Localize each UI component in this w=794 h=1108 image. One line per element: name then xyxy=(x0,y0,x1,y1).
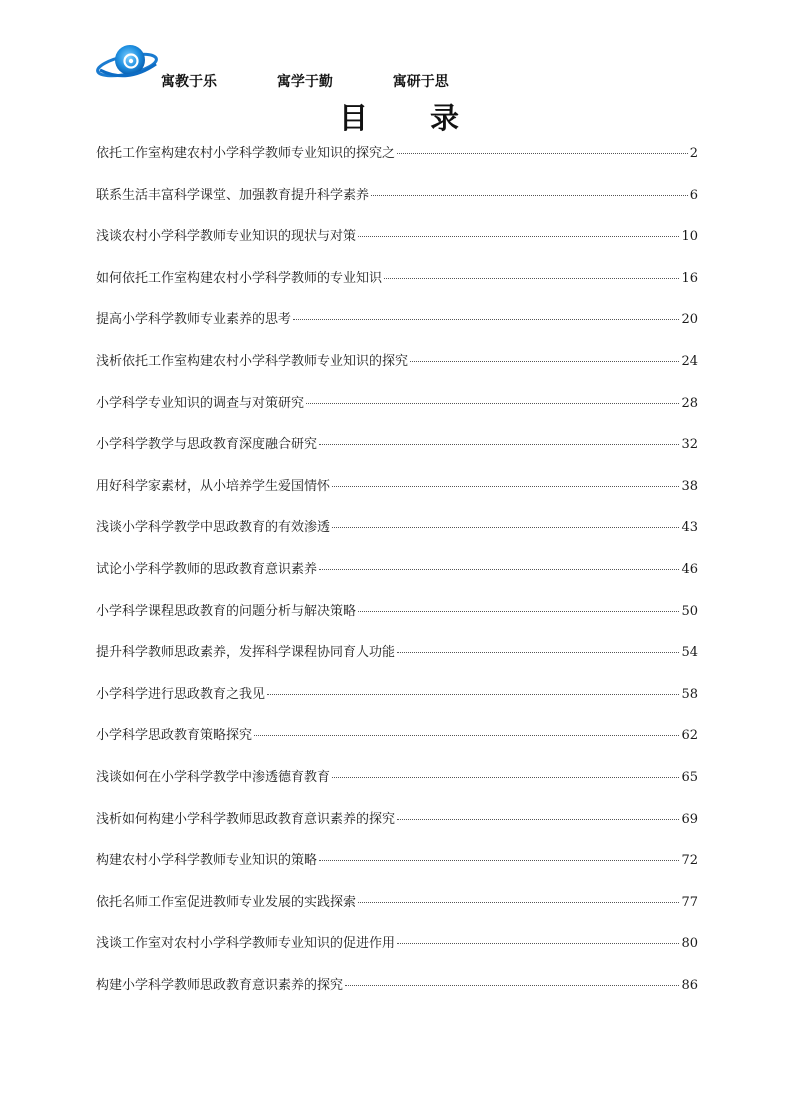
toc-entry-title: 小学科学思政教育策略探究 xyxy=(96,728,253,744)
toc-leader-dots xyxy=(267,694,679,695)
toc-entry[interactable] xyxy=(96,935,698,977)
toc-entry[interactable] xyxy=(96,187,698,229)
toc-entry-page: 65 xyxy=(681,769,698,785)
toc-entry[interactable] xyxy=(96,603,698,645)
toc-entry-title: 依托名师工作室促进教师专业发展的实践探索 xyxy=(96,894,357,910)
toc-entry-title: 浅谈如何在小学科学教学中渗透德育教育 xyxy=(96,769,331,785)
toc-leader-dots xyxy=(397,943,679,944)
toc-entry-page: 20 xyxy=(681,312,698,328)
toc-leader-dots xyxy=(371,195,688,196)
toc-entry-page: 72 xyxy=(681,853,698,869)
toc-entry[interactable] xyxy=(96,270,698,312)
toc-leader-dots xyxy=(410,361,679,362)
toc-entry-title: 如何依托工作室构建农村小学科学教师的专业知识 xyxy=(96,270,383,286)
toc-entry-title: 浅析依托工作室构建农村小学科学教师专业知识的探究 xyxy=(96,353,409,369)
toc-leader-dots xyxy=(293,319,679,320)
toc-entry-page: 86 xyxy=(681,977,698,993)
toc-entry[interactable] xyxy=(96,977,698,1019)
toc-leader-dots xyxy=(397,153,688,154)
toc-entry-page: 2 xyxy=(689,146,698,161)
toc-entry-page: 62 xyxy=(681,728,698,744)
toc-entry-title: 小学科学课程思政教育的问题分析与解决策略 xyxy=(96,603,357,619)
toc-entry-page: 43 xyxy=(681,520,698,536)
toc-entry[interactable] xyxy=(96,852,698,894)
toc-leader-dots xyxy=(332,777,679,778)
toc-entry-title: 提高小学科学教师专业素养的思考 xyxy=(96,312,292,328)
toc-entry-page: 24 xyxy=(681,353,698,369)
toc-entry-page: 58 xyxy=(681,686,698,702)
toc-entry-title: 浅谈农村小学科学教师专业知识的现状与对策 xyxy=(96,229,357,245)
toc-leader-dots xyxy=(358,611,679,612)
motto-1: 寓教于乐 xyxy=(161,74,217,90)
toc-entry-title: 提升科学教师思政素养，发挥科学课程协同育人功能 xyxy=(96,645,396,661)
toc-entry-page: 69 xyxy=(681,811,698,827)
toc-entry[interactable] xyxy=(96,145,698,187)
toc-entry[interactable] xyxy=(96,644,698,686)
toc-leader-dots xyxy=(384,278,679,279)
toc-entry[interactable] xyxy=(96,811,698,853)
toc-entry[interactable] xyxy=(96,311,698,353)
toc-entry-title: 构建农村小学科学教师专业知识的策略 xyxy=(96,853,318,869)
toc-entry-page: 28 xyxy=(681,395,698,411)
toc-leader-dots xyxy=(332,486,679,487)
toc-leader-dots xyxy=(254,735,679,736)
toc-entry-title: 依托工作室构建农村小学科学教师专业知识的探究之 xyxy=(96,146,396,161)
toc-entry-page: 38 xyxy=(681,478,698,494)
toc-leader-dots xyxy=(397,819,679,820)
toc-entry[interactable] xyxy=(96,353,698,395)
toc-entry[interactable] xyxy=(96,727,698,769)
toc-entry[interactable] xyxy=(96,478,698,520)
toc-entry[interactable] xyxy=(96,894,698,936)
toc-entry-title: 小学科学专业知识的调查与对策研究 xyxy=(96,395,305,411)
toc-entry-title: 构建小学科学教师思政教育意识素养的探究 xyxy=(96,977,344,993)
toc-entry[interactable] xyxy=(96,686,698,728)
toc-leader-dots xyxy=(319,444,679,445)
toc-entry-title: 用好科学家素材，从小培养学生爱国情怀 xyxy=(96,478,331,494)
toc-entry-title: 浅谈小学科学教学中思政教育的有效渗透 xyxy=(96,520,331,536)
page-header xyxy=(95,40,695,100)
toc-entry-page: 50 xyxy=(681,603,698,619)
toc-entry[interactable] xyxy=(96,436,698,478)
header-mottos xyxy=(161,71,504,91)
toc-entry-page: 46 xyxy=(681,561,698,577)
toc-entry-title: 小学科学进行思政教育之我见 xyxy=(96,686,266,702)
motto-3: 寓研于思 xyxy=(392,74,449,90)
toc-entry-title: 小学科学教学与思政教育深度融合研究 xyxy=(96,437,318,453)
toc-entry-title: 联系生活丰富科学课堂、加强教育提升科学素养 xyxy=(96,187,370,203)
toc-entry-page: 6 xyxy=(689,187,698,203)
toc-entry-page: 54 xyxy=(681,645,698,661)
toc-entry[interactable] xyxy=(96,519,698,561)
toc-entry-page: 32 xyxy=(681,437,698,453)
toc-entry-page: 80 xyxy=(681,936,698,952)
toc-entry-page: 10 xyxy=(681,229,698,245)
toc-entry-title: 浅析如何构建小学科学教师思政教育意识素养的探究 xyxy=(96,811,396,827)
toc-leader-dots xyxy=(332,527,679,528)
toc-leader-dots xyxy=(358,236,679,237)
toc-leader-dots xyxy=(306,403,679,404)
toc-entry-page: 77 xyxy=(681,894,698,910)
page-title: 目录 xyxy=(338,101,521,135)
toc-leader-dots xyxy=(397,652,679,653)
motto-2: 寓学于勤 xyxy=(276,74,333,90)
toc-leader-dots xyxy=(319,569,679,570)
toc-entry[interactable] xyxy=(96,228,698,270)
logo-icon xyxy=(95,40,159,86)
toc-entry-page: 16 xyxy=(681,270,698,286)
toc-entry-title: 浅谈工作室对农村小学科学教师专业知识的促进作用 xyxy=(96,936,396,952)
toc-leader-dots xyxy=(319,860,679,861)
toc-entry[interactable] xyxy=(96,769,698,811)
toc-entry[interactable] xyxy=(96,561,698,603)
table-of-contents xyxy=(96,145,698,1018)
toc-entry[interactable] xyxy=(96,395,698,437)
toc-entry-title: 试论小学科学教师的思政教育意识素养 xyxy=(96,561,318,577)
toc-leader-dots xyxy=(345,985,679,986)
toc-leader-dots xyxy=(358,902,679,903)
